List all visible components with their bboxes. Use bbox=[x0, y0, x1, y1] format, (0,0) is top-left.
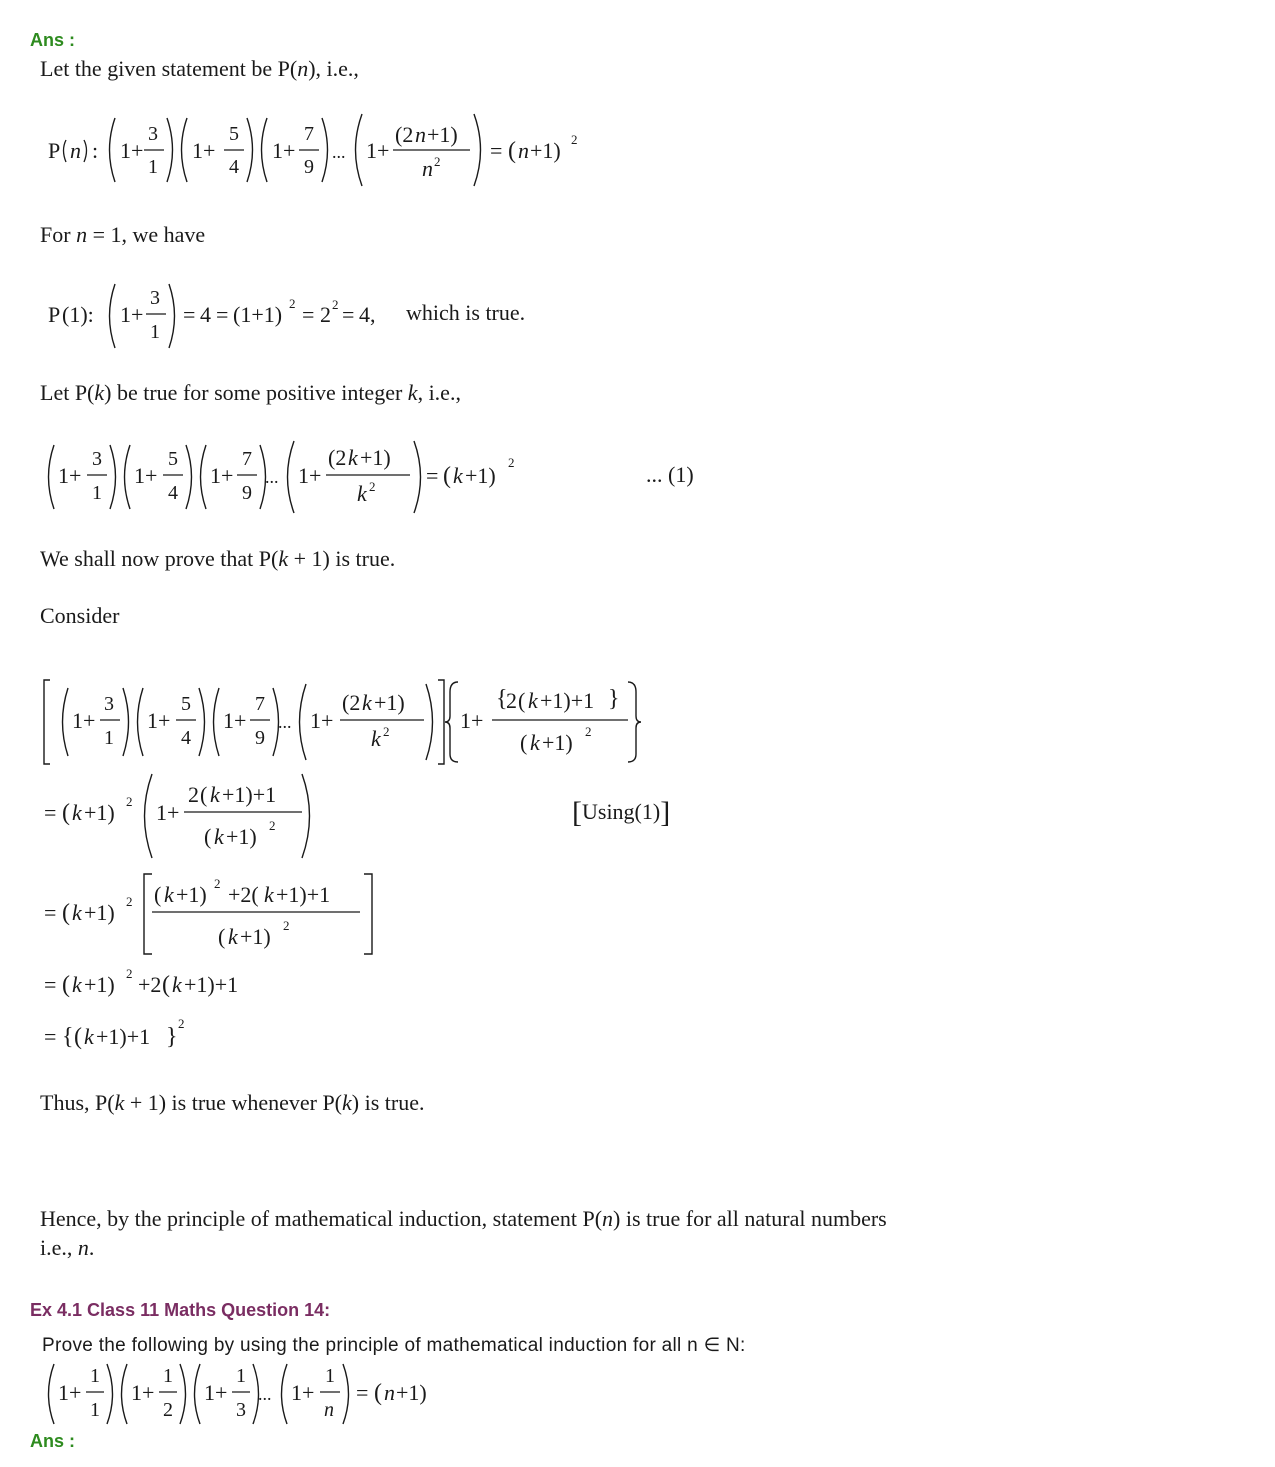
step-combine-equation bbox=[40, 866, 400, 958]
svg-text:1: 1 bbox=[90, 1365, 100, 1387]
svg-text:=: = bbox=[44, 972, 57, 997]
svg-text:2: 2 bbox=[585, 724, 592, 739]
svg-text:9: 9 bbox=[255, 727, 265, 749]
svg-text:7: 7 bbox=[242, 448, 252, 470]
svg-text:1+: 1+ bbox=[210, 463, 234, 488]
conclusion-text-line-1: Hence, by the principle of mathematical induction, statement P(n) is true for all natural numbers bbox=[40, 1206, 887, 1231]
svg-text:+1): +1) bbox=[530, 138, 561, 163]
svg-text:+1)+1: +1)+1 bbox=[276, 882, 331, 907]
prove-text: We shall now prove that P(k + 1) is true. bbox=[40, 546, 396, 571]
svg-text:1+: 1+ bbox=[192, 138, 216, 163]
svg-text:(2: (2 bbox=[342, 690, 361, 715]
svg-text:=: = bbox=[44, 800, 57, 825]
svg-text:k: k bbox=[362, 690, 372, 715]
svg-text:1+: 1+ bbox=[147, 708, 171, 733]
svg-text:+1)+1: +1)+1 bbox=[540, 688, 595, 713]
svg-text:1+: 1+ bbox=[298, 463, 322, 488]
svg-text:}: } bbox=[166, 1024, 178, 1050]
svg-text:(: ( bbox=[200, 782, 208, 807]
svg-text:(: ( bbox=[518, 688, 526, 713]
svg-text:1: 1 bbox=[236, 1365, 246, 1387]
svg-text:4: 4 bbox=[229, 156, 239, 178]
svg-text:1+: 1+ bbox=[134, 463, 158, 488]
conclusion-text-line-2: i.e., n. bbox=[40, 1235, 95, 1260]
svg-text:(: ( bbox=[154, 882, 162, 907]
svg-text:n: n bbox=[324, 1399, 334, 1421]
svg-text:1: 1 bbox=[163, 1365, 173, 1387]
svg-text:1+: 1+ bbox=[204, 1380, 228, 1405]
svg-text:k: k bbox=[357, 481, 367, 506]
svg-text:3: 3 bbox=[92, 448, 102, 470]
svg-text:(2: (2 bbox=[395, 122, 414, 147]
svg-text:1+: 1+ bbox=[310, 708, 334, 733]
svg-text:{: { bbox=[62, 1024, 74, 1050]
svg-text:1: 1 bbox=[104, 727, 114, 749]
svg-text:1: 1 bbox=[92, 482, 102, 504]
svg-text:+1): +1) bbox=[374, 690, 405, 715]
svg-text:(: ( bbox=[162, 972, 170, 998]
svg-text:(: ( bbox=[204, 824, 212, 849]
svg-text:1: 1 bbox=[148, 156, 158, 178]
svg-text:+2: +2 bbox=[138, 972, 162, 997]
svg-text:+1)+1: +1)+1 bbox=[184, 972, 239, 997]
svg-text:k: k bbox=[264, 882, 274, 907]
svg-text:2: 2 bbox=[383, 724, 390, 739]
true-text: which is true. bbox=[406, 300, 526, 325]
question-title: Ex 4.1 Class 11 Maths Question 14: bbox=[30, 1300, 331, 1320]
svg-text:1+: 1+ bbox=[366, 138, 390, 163]
svg-text:k: k bbox=[72, 800, 82, 825]
svg-text:k: k bbox=[530, 730, 540, 755]
svg-text:1: 1 bbox=[325, 1365, 335, 1387]
svg-text:n: n bbox=[518, 138, 529, 163]
svg-text:(2: (2 bbox=[328, 445, 347, 470]
svg-text:3: 3 bbox=[150, 287, 160, 309]
svg-text:+1): +1) bbox=[542, 730, 573, 755]
svg-text:+1): +1) bbox=[396, 1380, 427, 1405]
question-text: Prove the following by using the principle of mathematical induction for all n ∈ N: bbox=[42, 1335, 746, 1356]
svg-text:7: 7 bbox=[255, 693, 265, 715]
svg-text:k: k bbox=[371, 726, 381, 751]
svg-text:2: 2 bbox=[369, 479, 376, 494]
svg-text:1: 1 bbox=[150, 321, 160, 343]
svg-text:1+: 1+ bbox=[58, 1380, 82, 1405]
svg-text:=: = bbox=[356, 1380, 369, 1405]
svg-text:(: ( bbox=[443, 463, 451, 489]
svg-text:=: = bbox=[44, 900, 57, 925]
svg-text:k: k bbox=[214, 824, 224, 849]
statement-equation bbox=[40, 110, 600, 190]
svg-text:+1): +1) bbox=[240, 924, 271, 949]
svg-text:k: k bbox=[172, 972, 182, 997]
equation-number-1: ... (1) bbox=[646, 462, 694, 487]
svg-text:1+: 1+ bbox=[72, 708, 96, 733]
svg-text:1+: 1+ bbox=[460, 708, 484, 733]
svg-text:2: 2 bbox=[126, 966, 133, 981]
step-final-equation bbox=[40, 1010, 260, 1054]
svg-text:+1): +1) bbox=[84, 900, 115, 925]
svg-text:+1)+1: +1)+1 bbox=[222, 782, 277, 807]
svg-text:n: n bbox=[415, 122, 426, 147]
svg-text:n: n bbox=[384, 1380, 395, 1405]
svg-text:5: 5 bbox=[181, 693, 191, 715]
svg-text:n: n bbox=[70, 138, 81, 163]
svg-text:(: ( bbox=[74, 1024, 82, 1050]
svg-text:1+: 1+ bbox=[120, 302, 144, 327]
svg-text:2: 2 bbox=[178, 1016, 185, 1031]
svg-text:(: ( bbox=[218, 924, 226, 949]
svg-text:1+: 1+ bbox=[156, 800, 180, 825]
svg-text:=: = bbox=[302, 302, 315, 327]
svg-text:4: 4 bbox=[168, 482, 178, 504]
question-equation bbox=[40, 1360, 460, 1428]
svg-text:=: = bbox=[216, 302, 229, 327]
svg-text:2: 2 bbox=[188, 782, 199, 807]
svg-text:2: 2 bbox=[508, 455, 515, 470]
answer-label-2: Ans : bbox=[30, 1431, 75, 1451]
svg-text:k: k bbox=[228, 924, 238, 949]
svg-text:...: ... bbox=[258, 1384, 272, 1404]
svg-text:3: 3 bbox=[148, 123, 158, 145]
svg-text:(: ( bbox=[508, 138, 516, 164]
svg-text:3: 3 bbox=[236, 1399, 246, 1421]
svg-text:k: k bbox=[84, 1024, 94, 1049]
svg-text:k: k bbox=[72, 900, 82, 925]
svg-text:+1): +1) bbox=[465, 463, 496, 488]
svg-text:=: = bbox=[44, 1024, 57, 1049]
svg-text:2: 2 bbox=[283, 918, 290, 933]
svg-text:+1): +1) bbox=[360, 445, 391, 470]
svg-text:=: = bbox=[490, 138, 503, 163]
svg-text:2: 2 bbox=[332, 297, 339, 312]
hypothesis-equation bbox=[40, 437, 540, 517]
svg-text:2: 2 bbox=[571, 132, 578, 147]
svg-text:1+: 1+ bbox=[58, 463, 82, 488]
svg-text:1+: 1+ bbox=[131, 1380, 155, 1405]
svg-text:(1):: (1): bbox=[62, 302, 94, 327]
svg-text:k: k bbox=[164, 882, 174, 907]
svg-text:2: 2 bbox=[320, 302, 331, 327]
svg-text:(: ( bbox=[520, 730, 528, 755]
svg-text:P: P bbox=[48, 138, 61, 163]
svg-text:+1): +1) bbox=[84, 800, 115, 825]
step-using-1-equation bbox=[40, 770, 340, 862]
svg-text:2: 2 bbox=[214, 876, 221, 891]
inductive-hypothesis-text: Let P(k) be true for some positive integer k, i.e., bbox=[40, 380, 461, 405]
svg-text:=: = bbox=[342, 302, 355, 327]
svg-text:...: ... bbox=[278, 712, 292, 732]
svg-text:9: 9 bbox=[242, 482, 252, 504]
base-case-equation bbox=[40, 278, 420, 354]
svg-text:k: k bbox=[210, 782, 220, 807]
svg-text:2: 2 bbox=[434, 154, 441, 169]
svg-text:1+: 1+ bbox=[272, 138, 296, 163]
svg-text:5: 5 bbox=[229, 123, 239, 145]
svg-text:1+: 1+ bbox=[291, 1380, 315, 1405]
svg-text:1: 1 bbox=[90, 1399, 100, 1421]
svg-text:(: ( bbox=[62, 900, 70, 926]
intro-text: Let the given statement be P(n), i.e., bbox=[40, 56, 359, 81]
svg-text:(: ( bbox=[62, 972, 70, 998]
svg-text:{: { bbox=[496, 686, 508, 712]
svg-text:(: ( bbox=[374, 1380, 382, 1406]
svg-text:5: 5 bbox=[168, 448, 178, 470]
svg-text:2: 2 bbox=[506, 688, 517, 713]
svg-text:4,: 4, bbox=[359, 302, 376, 327]
svg-text:2: 2 bbox=[126, 794, 133, 809]
svg-text::: : bbox=[92, 138, 99, 163]
svg-text:7: 7 bbox=[304, 123, 314, 145]
consider-text: Consider bbox=[40, 603, 120, 628]
svg-text:4: 4 bbox=[200, 302, 211, 327]
svg-text:1+: 1+ bbox=[223, 708, 247, 733]
svg-text:n: n bbox=[422, 156, 433, 181]
svg-text:+1)+1: +1)+1 bbox=[96, 1024, 151, 1049]
svg-text:2: 2 bbox=[163, 1399, 173, 1421]
svg-text:3: 3 bbox=[104, 693, 114, 715]
svg-text:=: = bbox=[426, 463, 439, 488]
svg-text:2: 2 bbox=[289, 296, 296, 311]
svg-text:2: 2 bbox=[269, 818, 276, 833]
svg-text:(: ( bbox=[62, 800, 70, 826]
svg-text:...: ... bbox=[332, 142, 346, 162]
consider-equation bbox=[40, 676, 660, 768]
svg-text:+1): +1) bbox=[84, 972, 115, 997]
svg-text:+1): +1) bbox=[176, 882, 207, 907]
svg-text:+2(: +2( bbox=[228, 882, 259, 907]
svg-text:4: 4 bbox=[181, 727, 191, 749]
svg-text:=: = bbox=[183, 302, 196, 327]
svg-text:9: 9 bbox=[304, 156, 314, 178]
svg-text:...: ... bbox=[265, 467, 279, 487]
svg-text:+1): +1) bbox=[226, 824, 257, 849]
svg-text:(1+1): (1+1) bbox=[233, 302, 283, 327]
svg-text:k: k bbox=[453, 463, 463, 488]
using-1-note: [Using(1)] bbox=[572, 796, 671, 829]
svg-text:}: } bbox=[608, 686, 620, 712]
thus-text: Thus, P(k + 1) is true whenever P(k) is true. bbox=[40, 1090, 425, 1115]
svg-text:P: P bbox=[48, 302, 61, 327]
step-expand-equation bbox=[40, 962, 300, 1002]
svg-text:1+: 1+ bbox=[120, 138, 144, 163]
svg-text:2: 2 bbox=[126, 894, 133, 909]
svg-text:k: k bbox=[348, 445, 358, 470]
for-n-line: For n = 1, we have bbox=[40, 222, 206, 247]
answer-label: Ans : bbox=[30, 30, 75, 50]
svg-text:+1): +1) bbox=[427, 122, 458, 147]
svg-text:k: k bbox=[528, 688, 538, 713]
svg-text:k: k bbox=[72, 972, 82, 997]
